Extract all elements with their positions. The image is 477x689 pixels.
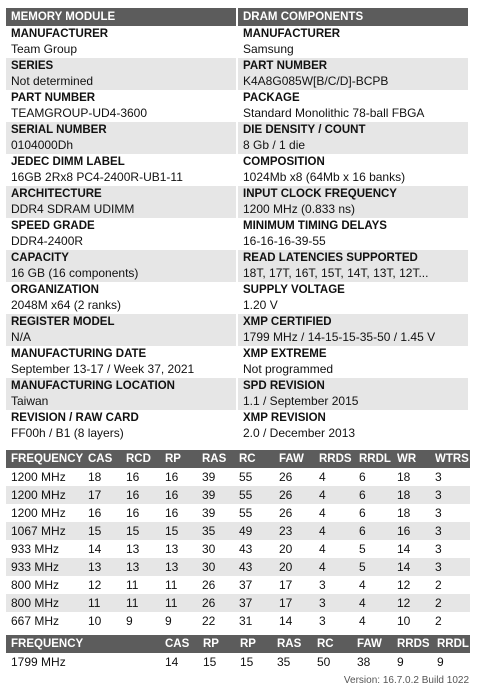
table-row — [6, 612, 470, 630]
field-value: Not determined — [11, 74, 94, 88]
table-cell: 16 — [392, 522, 430, 540]
table-cell: 35 — [272, 653, 312, 671]
table-cell: 30 — [197, 558, 234, 576]
table-cell: 15 — [198, 653, 235, 671]
component-package — [238, 90, 468, 122]
table-cell: 14 — [160, 653, 198, 671]
table-cell: 15 — [235, 653, 272, 671]
table-cell: 18 — [392, 504, 430, 522]
table-cell: 26 — [197, 594, 234, 612]
field-label: MANUFACTURER — [11, 28, 109, 40]
column-header-rp: RP — [235, 635, 272, 653]
table-cell: 3 — [430, 522, 470, 540]
column-header-rrdl: RRDL — [354, 450, 392, 468]
table-cell: 26 — [274, 468, 314, 486]
table-cell: 4 — [314, 468, 354, 486]
table-cell: 1200 MHz — [6, 486, 83, 504]
table-cell: 16 — [121, 486, 160, 504]
table-cell: 1200 MHz — [6, 504, 83, 522]
table-cell: 18 — [392, 468, 430, 486]
field-label: COMPOSITION — [243, 156, 325, 168]
table-cell: 11 — [160, 576, 197, 594]
table-cell: 3 — [430, 486, 470, 504]
table-cell: 4 — [354, 576, 392, 594]
table-cell: 20 — [274, 540, 314, 558]
field-value: Taiwan — [11, 394, 49, 408]
table-cell: 11 — [121, 576, 160, 594]
table-cell: 2 — [430, 594, 470, 612]
table-cell: 1799 MHz — [6, 653, 160, 671]
column-header-ras: RAS — [197, 450, 234, 468]
component-xmp-extreme — [238, 346, 468, 378]
field-value: Not programmed — [243, 362, 334, 376]
table-cell: 1200 MHz — [6, 468, 83, 486]
jedec-body — [6, 468, 470, 630]
table-cell: 10 — [83, 612, 121, 630]
field-label: PART NUMBER — [243, 60, 328, 72]
field-value: DDR4-2400R — [11, 234, 84, 248]
table-cell: 3 — [314, 594, 354, 612]
field-value: 0104000Dh — [11, 138, 74, 152]
module-revision-raw-card — [6, 410, 236, 442]
table-cell: 14 — [392, 540, 430, 558]
table-cell: 43 — [234, 540, 274, 558]
xmp-header-row — [6, 635, 470, 653]
field-value: 1200 MHz (0.833 ns) — [243, 202, 356, 216]
field-label: SUPPLY VOLTAGE — [243, 284, 345, 296]
field-value: 18T, 17T, 16T, 15T, 14T, 13T, 12T... — [243, 266, 429, 280]
table-cell: 35 — [197, 522, 234, 540]
table-cell: 14 — [392, 558, 430, 576]
table-cell: 39 — [197, 486, 234, 504]
field-label: PART NUMBER — [11, 92, 96, 104]
module-manufacturing-location — [6, 378, 236, 410]
field-label: REGISTER MODEL — [11, 316, 115, 328]
field-value: Standard Monolithic 78-ball FBGA — [243, 106, 425, 120]
table-cell: 26 — [274, 486, 314, 504]
component-xmp-certified — [238, 314, 468, 346]
field-label: SPD REVISION — [243, 380, 325, 392]
field-label: MANUFACTURER — [243, 28, 341, 40]
component-minimum-timing-delays — [238, 218, 468, 250]
table-cell: 16 — [160, 504, 197, 522]
memory-module-panel — [6, 8, 236, 442]
column-header-rrdl: RRDL — [432, 635, 470, 653]
table-row — [6, 504, 470, 522]
table-cell: 3 — [430, 468, 470, 486]
table-row — [6, 576, 470, 594]
field-label: SERIAL NUMBER — [11, 124, 107, 136]
module-serial-number — [6, 122, 236, 154]
field-value: N/A — [11, 330, 32, 344]
column-header-ras: RAS — [272, 635, 312, 653]
module-manufacturing-date — [6, 346, 236, 378]
table-cell: 38 — [352, 653, 392, 671]
table-row — [6, 522, 470, 540]
table-cell: 9 — [392, 653, 432, 671]
table-cell: 4 — [354, 594, 392, 612]
column-header-rrds: RRDS — [314, 450, 354, 468]
table-row — [6, 540, 470, 558]
table-row — [6, 653, 470, 671]
module-jedec-dimm-label — [6, 154, 236, 186]
field-label: SPEED GRADE — [11, 220, 95, 232]
jedec-header-row — [6, 450, 470, 468]
table-cell: 16 — [121, 468, 160, 486]
table-cell: 11 — [160, 594, 197, 612]
table-cell: 26 — [197, 576, 234, 594]
field-value: Team Group — [11, 42, 78, 56]
table-cell: 14 — [274, 612, 314, 630]
table-cell: 18 — [83, 468, 121, 486]
table-cell: 11 — [121, 594, 160, 612]
field-value: 1.20 V — [243, 298, 278, 312]
module-speed-grade — [6, 218, 236, 250]
field-value: 1799 MHz / 14-15-15-35-50 / 1.45 V — [243, 330, 436, 344]
table-cell: 4 — [354, 612, 392, 630]
field-value: 1024Mb x8 (64Mb x 16 banks) — [243, 170, 406, 184]
table-cell: 18 — [392, 486, 430, 504]
field-label: XMP EXTREME — [243, 348, 327, 360]
table-cell: 49 — [234, 522, 274, 540]
table-cell: 933 MHz — [6, 540, 83, 558]
table-cell: 15 — [121, 522, 160, 540]
field-value: Samsung — [243, 42, 294, 56]
field-value: DDR4 SDRAM UDIMM — [11, 202, 135, 216]
module-series — [6, 58, 236, 90]
table-cell: 39 — [197, 468, 234, 486]
table-cell: 9 — [432, 653, 470, 671]
field-label: SERIES — [11, 60, 54, 72]
table-cell: 23 — [274, 522, 314, 540]
component-supply-voltage — [238, 282, 468, 314]
component-xmp-revision — [238, 410, 468, 442]
field-label: CAPACITY — [11, 252, 69, 264]
field-value: 16-16-16-39-55 — [243, 234, 326, 248]
table-cell: 4 — [314, 558, 354, 576]
field-label: PACKAGE — [243, 92, 300, 104]
field-label: ORGANIZATION — [11, 284, 99, 296]
table-cell: 37 — [234, 576, 274, 594]
table-cell: 39 — [197, 504, 234, 522]
column-header-cas: CAS — [83, 450, 121, 468]
table-cell: 22 — [197, 612, 234, 630]
table-cell: 2 — [430, 576, 470, 594]
table-cell: 30 — [197, 540, 234, 558]
field-label: DIE DENSITY / COUNT — [243, 124, 366, 136]
table-cell: 9 — [121, 612, 160, 630]
table-cell: 13 — [83, 558, 121, 576]
xmp-timing-table — [6, 635, 470, 671]
table-cell: 55 — [234, 504, 274, 522]
field-value: FF00h / B1 (8 layers) — [11, 426, 124, 440]
field-label: REVISION / RAW CARD — [11, 412, 139, 424]
field-label: MINIMUM TIMING DELAYS — [243, 220, 387, 232]
xmp-body — [6, 653, 470, 671]
table-cell: 13 — [160, 558, 197, 576]
table-cell: 2 — [430, 612, 470, 630]
version-label: Version: 16.7.0.2 Build 1022 — [343, 675, 469, 686]
table-row — [6, 468, 470, 486]
column-header-faw: FAW — [352, 635, 392, 653]
component-read-latencies-supported — [238, 250, 468, 282]
table-cell: 13 — [121, 540, 160, 558]
table-cell: 800 MHz — [6, 594, 83, 612]
table-cell: 5 — [354, 540, 392, 558]
table-cell: 37 — [234, 594, 274, 612]
table-cell: 15 — [83, 522, 121, 540]
table-cell: 12 — [392, 594, 430, 612]
column-header-faw: FAW — [274, 450, 314, 468]
table-cell: 800 MHz — [6, 576, 83, 594]
component-die-density-count — [238, 122, 468, 154]
table-cell: 16 — [160, 486, 197, 504]
field-value: 16 GB (16 components) — [11, 266, 139, 280]
column-header-wtrs: WTRS — [430, 450, 470, 468]
table-cell: 16 — [83, 504, 121, 522]
field-value: 16GB 2Rx8 PC4-2400R-UB1-11 — [11, 170, 183, 184]
table-cell: 3 — [430, 558, 470, 576]
table-cell: 3 — [430, 540, 470, 558]
component-manufacturer — [238, 26, 468, 58]
field-value: September 13-17 / Week 37, 2021 — [11, 362, 195, 376]
table-cell: 43 — [234, 558, 274, 576]
column-header-rcd: RCD — [121, 450, 160, 468]
table-cell: 16 — [160, 468, 197, 486]
field-label: READ LATENCIES SUPPORTED — [243, 252, 418, 264]
table-cell: 16 — [121, 504, 160, 522]
field-value: 8 Gb / 1 die — [243, 138, 306, 152]
table-cell: 15 — [160, 522, 197, 540]
table-cell: 5 — [354, 558, 392, 576]
column-header-rp: RP — [198, 635, 235, 653]
column-header-rp: RP — [160, 450, 197, 468]
table-cell: 667 MHz — [6, 612, 83, 630]
table-cell: 4 — [314, 504, 354, 522]
table-cell: 50 — [312, 653, 352, 671]
column-header-rrds: RRDS — [392, 635, 432, 653]
field-label: XMP REVISION — [243, 412, 326, 424]
field-value: TEAMGROUP-UD4-3600 — [11, 106, 148, 120]
table-row — [6, 594, 470, 612]
table-cell: 17 — [274, 594, 314, 612]
field-label: XMP CERTIFIED — [243, 316, 332, 328]
table-cell: 6 — [354, 522, 392, 540]
field-label: MANUFACTURING LOCATION — [11, 380, 175, 392]
table-cell: 1067 MHz — [6, 522, 83, 540]
component-input-clock-frequency — [238, 186, 468, 218]
table-cell: 14 — [83, 540, 121, 558]
component-part-number — [238, 58, 468, 90]
table-cell: 4 — [314, 522, 354, 540]
column-header-frequency: FREQUENCY — [6, 635, 160, 653]
module-capacity — [6, 250, 236, 282]
table-cell: 55 — [234, 486, 274, 504]
table-cell: 9 — [160, 612, 197, 630]
module-part-number — [6, 90, 236, 122]
table-cell: 12 — [392, 576, 430, 594]
table-cell: 6 — [354, 504, 392, 522]
dram-components-panel — [238, 8, 468, 442]
table-cell: 12 — [83, 576, 121, 594]
dram-components-fields — [238, 26, 468, 442]
table-cell: 20 — [274, 558, 314, 576]
field-value: K4A8G085W[B/C/D]-BCPB — [243, 74, 389, 88]
table-cell: 17 — [83, 486, 121, 504]
module-architecture — [6, 186, 236, 218]
module-manufacturer — [6, 26, 236, 58]
memory-module-header: MEMORY MODULE — [6, 8, 236, 26]
table-cell: 933 MHz — [6, 558, 83, 576]
table-cell: 3 — [314, 612, 354, 630]
dram-components-header: DRAM COMPONENTS — [238, 8, 468, 26]
table-cell: 6 — [354, 468, 392, 486]
column-header-rc: RC — [234, 450, 274, 468]
table-cell: 13 — [160, 540, 197, 558]
table-cell: 26 — [274, 504, 314, 522]
table-cell: 3 — [314, 576, 354, 594]
table-cell: 55 — [234, 468, 274, 486]
table-row — [6, 486, 470, 504]
table-cell: 4 — [314, 486, 354, 504]
memory-module-fields — [6, 26, 236, 442]
table-cell: 4 — [314, 540, 354, 558]
jedec-timing-table — [6, 450, 470, 630]
module-organization — [6, 282, 236, 314]
table-cell: 31 — [234, 612, 274, 630]
field-label: MANUFACTURING DATE — [11, 348, 147, 360]
column-header-cas: CAS — [160, 635, 198, 653]
column-header-wr: WR — [392, 450, 430, 468]
field-label: JEDEC DIMM LABEL — [11, 156, 125, 168]
field-label: INPUT CLOCK FREQUENCY — [243, 188, 397, 200]
field-value: 2048M x64 (2 ranks) — [11, 298, 122, 312]
table-cell: 3 — [430, 504, 470, 522]
column-header-rc: RC — [312, 635, 352, 653]
table-cell: 10 — [392, 612, 430, 630]
component-composition — [238, 154, 468, 186]
field-label: ARCHITECTURE — [11, 188, 102, 200]
table-row — [6, 558, 470, 576]
field-value: 1.1 / September 2015 — [243, 394, 359, 408]
module-register-model — [6, 314, 236, 346]
field-value: 2.0 / December 2013 — [243, 426, 356, 440]
column-header-frequency: FREQUENCY — [6, 450, 83, 468]
table-cell: 13 — [121, 558, 160, 576]
component-spd-revision — [238, 378, 468, 410]
table-cell: 11 — [83, 594, 121, 612]
table-cell: 17 — [274, 576, 314, 594]
table-cell: 6 — [354, 486, 392, 504]
